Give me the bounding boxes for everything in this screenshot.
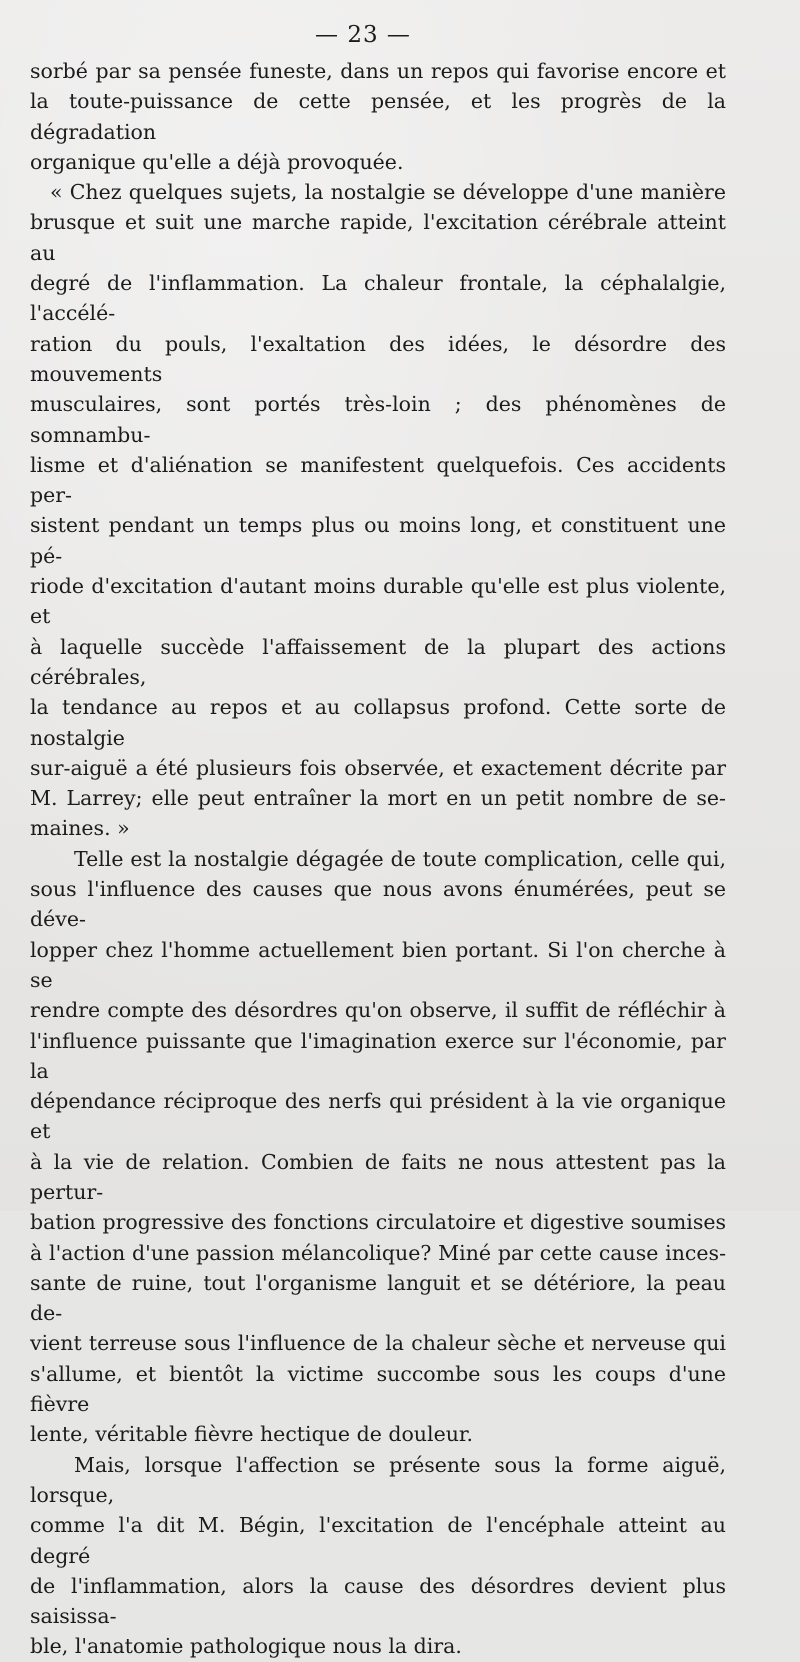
body-line: sous l'influence des causes que nous avons énumérées, peut se déve- — [30, 877, 726, 932]
body-line: comme l'a dit M. Bégin, l'excitation de l'encéphale atteint au degré — [30, 1513, 726, 1568]
body-line: ble, l'anatomie pathologique nous la dira. — [30, 1634, 462, 1659]
page-number: — 23 — — [315, 22, 411, 48]
body-line: vient terreuse sous l'influence de la chaleur sèche et nerveuse qui — [30, 1331, 726, 1356]
body-line: s'allume, et bientôt la victime succombe sous les coups d'une fièvre — [30, 1361, 726, 1417]
body-line: sante de ruine, tout l'organisme languit et se détériore, la peau de- — [30, 1270, 726, 1326]
body-line: organique qu'elle a déjà provoquée. — [30, 149, 404, 174]
body-line: ration du pouls, l'exaltation des idées, le désordre des mouvements — [30, 331, 726, 386]
body-line: à l'action d'une passion mélancolique? Miné par cette cause inces- — [30, 1240, 726, 1265]
body-line: la toute-puissance de cette pensée, et les progrès de la dégradation — [30, 89, 726, 144]
body-line: à la vie de relation. Combien de faits ne nous attestent pas la pertur- — [30, 1149, 726, 1204]
body-line: Mais, lorsque l'affection se présente sous la forme aiguë, lorsque, — [30, 1452, 726, 1507]
body-line: sistent pendant un temps plus ou moins long, et constituent une pé- — [30, 513, 726, 568]
body-line: lente, véritable fièvre hectique de douleur. — [30, 1422, 473, 1447]
body-line: sorbé par sa pensée funeste, dans un repos qui favorise encore et — [30, 59, 726, 83]
body-line: bation progressive des fonctions circulatoire et digestive soumises — [30, 1210, 726, 1235]
body-line: à laquelle succède l'affaissement de la plupart des actions cérébrales, — [30, 634, 726, 689]
body-line: lopper chez l'homme actuellement bien portant. Si l'on cherche à se — [30, 937, 726, 992]
body-line: de l'inflammation, alors la cause des désordres devient plus saisissa- — [30, 1573, 726, 1629]
body-line: rendre compte des désordres qu'on observe, il suffit de réfléchir à — [30, 998, 726, 1023]
body-line: M. Larrey; elle peut entraîner la mort en un petit nombre de se- — [30, 786, 726, 811]
page-body — [30, 56, 726, 1662]
body-line: sur-aiguë a été plusieurs fois observée, et exactement décrite par — [30, 755, 726, 780]
body-line: « Chez quelques sujets, la nostalgie se développe d'une manière — [50, 180, 726, 205]
body-line: degré de l'inflammation. La chaleur frontale, la céphalalgie, l'accélé- — [30, 271, 726, 326]
body-line: Telle est la nostalgie dégagée de toute complication, celle qui, — [74, 846, 726, 871]
body-line: brusque et suit une marche rapide, l'excitation cérébrale atteint au — [30, 210, 726, 265]
body-line: maines. » — [30, 816, 130, 841]
body-line: musculaires, sont portés très-loin ; des phénomènes de somnambu- — [30, 392, 726, 447]
body-line: riode d'excitation d'autant moins durable qu'elle est plus violente, et — [30, 574, 726, 629]
body-line: l'influence puissante que l'imagination exerce sur l'économie, par la — [30, 1028, 726, 1083]
body-line: dépendance réciproque des nerfs qui président à la vie organique et — [30, 1089, 726, 1144]
body-line: la tendance au repos et au collapsus profond. Cette sorte de nostalgie — [30, 695, 726, 750]
body-line: lisme et d'aliénation se manifestent quelquefois. Ces accidents per- — [30, 452, 726, 508]
